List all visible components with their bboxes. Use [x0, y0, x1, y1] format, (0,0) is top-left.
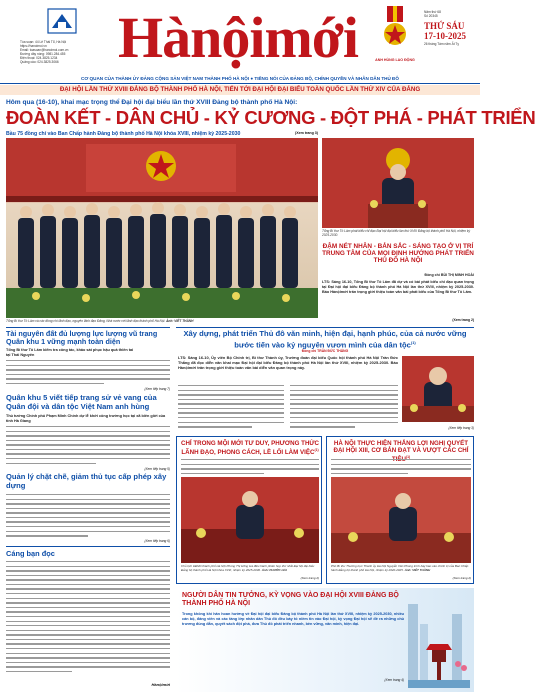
hanoi-moi-logo-icon: [44, 6, 80, 36]
right-top-caption: Tổng Bí thư Tô Lâm phát biểu chỉ đạo Đại hội đại biểu lần thứ XVIII Đảng bộ thành phố Hà Nội, nhiệm kỳ 2025-2030.: [322, 229, 471, 237]
congress-banner: ĐẠI HỘI LẦN THỨ XVIII ĐẢNG BỘ THÀNH PHỐ HÀ NỘI, TIẾN TỚI ĐẠI HỘI ĐẠI BIỂU TOÀN QUỐC LẦN THỨ XIV CỦA ĐẢNG: [0, 85, 480, 95]
issue-info: Năm thứ 68 Số 20345 THỨ SÁU 17-10-2025 26 tháng Tám năm Ất Tỵ: [424, 10, 478, 46]
lead-subheadline: Bầu 75 đồng chí vào Ban Chấp hành Đảng bộ thành phố Hà Nội khóa XVIII, nhiệm kỳ 2025-2030: [6, 131, 241, 137]
center-story-byline: Đồng chí TRẦN ĐỨC THẮNG: [301, 349, 349, 353]
bottom-right-box: [326, 436, 474, 584]
issue-weekday: THỨ SÁU: [424, 21, 465, 31]
left-story1-lead: Tổng Bí thư Tô Lâm kiểm tra công tác, khảo sát phục hậu quả thiên tai tại Thái Nguyên: [6, 348, 134, 357]
reader-notice-title: Cáng bạn đọc: [6, 549, 55, 558]
center-story-body-col1: [178, 385, 284, 431]
center-story-page-ref: (Xem tiếp trang 3): [448, 426, 474, 430]
left-story3-headline: Quản lý chặt chẽ, giảm thủ tục cấp phép xây dựng: [6, 472, 167, 490]
award-label: ANH HÙNG LAO ĐỘNG: [375, 58, 415, 62]
bottom-right-caption: Phó Bí thư Thường trực Thành ủy Hà Nội Nguyễn Văn Phong trình bày báo cáo chính trị của Ban Chấp hành Đảng bộ thành phố Hà Nội, nhiệm kỳ 2020-2025. Ảnh: VIẾT THÀNH: [331, 564, 469, 572]
left-story3-body: [6, 494, 170, 540]
bottom-left-superscript: (1): [314, 448, 319, 452]
center-story-lead: LTS: Sáng 16-10, Ủy viên Bộ Chính trị, Bí thư Thành ủy, Trưởng đoàn đại biểu Quốc hội thành phố Hà Nội Trần Đức Thắng đã đọc diễn văn khai mạc Đại hội đại biểu Đảng bộ thành phố Hà Nội lần thứ XVIII, nhiệm kỳ 2025-2030. Báo Hànộimới trân trọng giới thiệu toàn văn bài diễn văn quan trọng này.: [178, 355, 398, 370]
reader-notice-sign: Hànộimới: [151, 682, 170, 687]
bottom-left-box: [176, 436, 322, 584]
bottom-banner: [176, 588, 474, 692]
leaders-group-photo: [6, 138, 318, 318]
party-secretary-photo: [402, 356, 474, 422]
bottom-right-headline: HÀ NỘI THỰC HIỆN THẮNG LỢI NGHỊ QUYẾT ĐẠI HỘI XIII, CƠ BẢN ĐẠT VÀ VƯỢT CÁC CHỈ $^{(1)}$: [333, 440, 469, 459]
bottom-right-body: [331, 459, 471, 477]
labor-hero-medal-icon: [378, 6, 412, 54]
lead-photo-credit: Ảnh: VIẾT THÀNH: [166, 319, 194, 323]
lead-page-ref: (Xem trang 3): [295, 131, 318, 135]
reader-notice-body: [6, 561, 170, 675]
bottom-right-photo: [331, 477, 471, 563]
center-story-headline: Xây dựng, phát triển Thủ đô văn minh, hiện đại, hạnh phúc, của cả nước vững bước tiến vào kỷ nguyên vươn mình của dân tộc$^{(1)}$: [183, 329, 467, 350]
bottom-banner-page-ref: (Xem trang 4): [384, 678, 404, 682]
left-story2-headline: Quân khu 5 viết tiếp trang sử vẻ vang của Quân đội và dân tộc Việt Nam anh hùng: [6, 393, 157, 411]
tagline-rule: [0, 83, 480, 84]
bottom-right-page-ref: (Xem trang 2): [452, 576, 471, 580]
bottom-left-body: [181, 459, 319, 477]
bottom-left-page-ref: (Xem trang 2): [300, 576, 319, 580]
notice-rule: [6, 546, 170, 547]
bottom-right-superscript: (1): [405, 455, 411, 459]
right-top-page-ref: (Xem trang 2): [452, 318, 474, 322]
right-top-byline: Đồng chí BÙI THỊ MINH HOÀI: [424, 273, 474, 277]
bottom-left-caption: Chủ tịch HĐND thành phố Hà Nội Phùng Thị Hồng Hà điều hành phiên họp thứ nhất Đại hội đại biểu Đảng bộ thành phố Hà Nội khóa XVIII, nhiệm kỳ 2025-2030. Ảnh: PHƯỚC HẢI: [181, 564, 315, 572]
lead-photo: [6, 138, 318, 318]
newspaper-title: Hànộimới: [118, 5, 359, 70]
left-story2-lead: Thủ tướng Chính phủ Phạm Minh Chính dự lễ khởi công trường học tại xã biên giới của tỉnh Hà Giang: [6, 414, 166, 423]
lead-kicker: Hôm qua (16-10), khai mạc trọng thể Đại hội đại biểu lần thứ XVIII Đảng bộ thành phố Hà Nội:: [6, 99, 298, 106]
bottom-left-headline: CHỈ TRONG MỘI MỚI TƯ DUY, PHƯƠNG THỨC LÃNH ĐẠO, PHONG CÁCH, LỀ LỐI LÀM VIỆC$^{(1)}$: [181, 440, 320, 457]
left-story2-body: [6, 426, 170, 467]
bottom-banner-body: Trong không khí hân hoan hướng về Đại hội đại biểu Đảng bộ thành phố Hà Nội lần thứ XVIII, nhiệm kỳ 2025-2030, nhiều cán bộ, đảng viên và các tầng lớp nhân dân Thủ đô đều bày tỏ niềm tin vào Đại hội, kỳ vọng Đại hội sẽ đề ra những chủ trương đúng đắn, quyết sách đột phá, đưa Thủ đô phát triển nhanh, bền vững, văn minh, hiện đại.: [182, 612, 404, 626]
bottom-left-photo: [181, 477, 319, 563]
right-top-body: LTS: Sáng 16-10, Tổng Bí thư Tô Lâm đã dự và có bài phát biểu chỉ đạo quan trọng tại Đại hội đại biểu Đảng bộ thành phố Hà Nội lần thứ XVIII, nhiệm kỳ 2025-2030. Báo Hànộimới trân trọng giới thiệu toàn văn bài phát biểu của Tổng Bí thư Tô Lâm.: [322, 280, 474, 294]
one-pillar-pagoda-illustration: [408, 594, 470, 688]
left-story2-page-ref: (Xem tiếp trang 5): [144, 467, 170, 471]
issue-date: 17-10-2025: [424, 31, 466, 41]
center-story-body-col2: [290, 385, 398, 431]
tagline: CƠ QUAN CỦA THÀNH ỦY ĐẢNG CỘNG SẢN VIỆT NAM THÀNH PHỐ HÀ NỘI ● TIẾNG NÓI CỦA ĐẢNG BỘ, CHÍNH QUYỀN VÀ NHÂN DÂN THỦ ĐÔ: [81, 76, 399, 81]
logo-emblem: [44, 6, 80, 36]
left-story3-page-ref: (Xem tiếp trang 6): [144, 539, 170, 543]
general-secretary-photo: [322, 138, 474, 228]
left-column-top-rule: [6, 327, 170, 328]
left-story1-page-ref: (Xem tiếp trang 7): [144, 387, 170, 391]
center-headline-superscript: (1): [410, 339, 416, 345]
lead-photo-caption: Tổng Bí thư Tô Lâm và các đồng chí lãnh đạo, nguyên lãnh đạo Đảng, Nhà nước với lãnh đạo thành phố Hà Nội. Ảnh: VIẾT THÀNH: [6, 319, 194, 323]
center-top-rule: [176, 327, 474, 328]
publisher-info: Tòa soạn: 44 Lê Thái Tổ, Hà Nội https://hanoimoi.vn Email: toasoan@hanoimoi.com.vn Đường dây nóng: 0981.284.455 Điện thoại: 024.3825.1234 Quảng cáo: 024.3825.3066: [20, 40, 69, 64]
bottom-banner-headline: NGƯỜI DÂN TIN TƯỞNG, KỲ VỌNG VÀO ĐẠI HỘI XVIII ĐẢNG BỘ THÀNH PHỐ HÀ NỘI: [182, 592, 399, 607]
left-story1-headline: Tài nguyên đất đủ lượng lực lượng vũ trang Quân khu 1 vững mạnh toàn diện: [6, 329, 158, 346]
left-story1-body: [6, 360, 170, 387]
masthead: [0, 0, 480, 74]
right-top-headline: ĐẬM NÉT NHÂN - BẢN SẮC - SÁNG TẠO Ở VỊ TRÍ TRUNG TÂM CỦA MỌI ĐỊNH HƯỚNG PHÁT TRIỂN THỦ ĐÔ HÀ NỘI: [322, 243, 474, 265]
lead-headline: ĐOÀN KẾT - DÂN CHỦ - KỶ CƯƠNG - ĐỘT PHÁ - PHÁT TRIỂN: [6, 107, 535, 128]
